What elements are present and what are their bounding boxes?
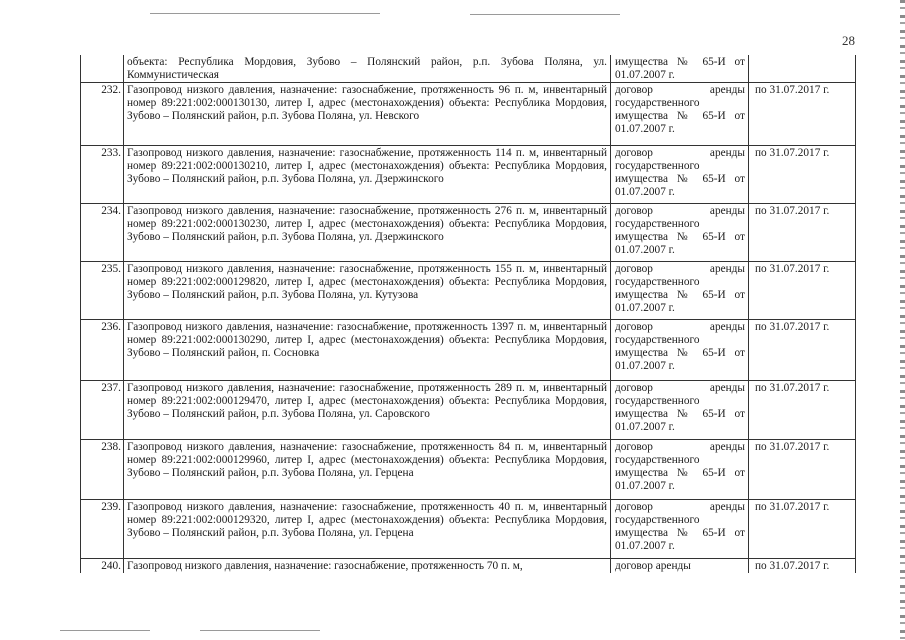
row-description: Газопровод низкого давления, назначение: газоснабжение, протяженность 289 п. м, инвентарный номер 89:221:002:000129470, литер I, адрес (местонахождения) объекта: Республика Мордовия, Зубово – Полянский район, р.п. Зубова Поляна, ул. Саровского	[124, 381, 611, 440]
table-row	[81, 146, 856, 204]
row-number: 238.	[81, 440, 124, 500]
row-description: Газопровод низкого давления, назначение: газоснабжение, протяженность 40 п. м, инвентарный номер 89:221:002:000129320, литер I, адрес (местонахождения) объекта: Республика Мордовия, Зубово – Полянский район, р.п. Зубова Поляна, ул. Герцена	[124, 500, 611, 559]
scan-artifact-bottom	[200, 630, 320, 631]
row-term: по 31.07.2017 г.	[749, 440, 856, 500]
row-basis: договор аренды государственного имущества № 65-И от 01.07.2007 г.	[611, 440, 749, 500]
row-basis: договор аренды	[611, 559, 749, 574]
row-term: по 31.07.2017 г.	[749, 83, 856, 146]
row-description: Газопровод низкого давления, назначение: газоснабжение, протяженность 276 п. м, инвентарный номер 89:221:002:000130230, литер I, адрес (местонахождения) объекта: Республика Мордовия, Зубово – Полянский район, р.п. Зубова Поляна, ул. Дзержинского	[124, 204, 611, 262]
row-basis: договор аренды государственного имущества № 65-И от 01.07.2007 г.	[611, 500, 749, 559]
row-number: 232.	[81, 83, 124, 146]
row-term	[749, 55, 856, 83]
row-description: Газопровод низкого давления, назначение: газоснабжение, протяженность 114 п. м, инвентарный номер 89:221:002:000130210, литер I, адрес (местонахождения) объекта: Республика Мордовия, Зубово – Полянский район, р.п. Зубова Поляна, ул. Дзержинского	[124, 146, 611, 204]
row-number: 239.	[81, 500, 124, 559]
row-number: 233.	[81, 146, 124, 204]
row-term: по 31.07.2017 г.	[749, 320, 856, 381]
row-basis: договор аренды государственного имущества № 65-И от 01.07.2007 г.	[611, 320, 749, 381]
row-basis: имущества № 65-И от 01.07.2007 г.	[611, 55, 749, 83]
row-description: Газопровод низкого давления, назначение: газоснабжение, протяженность 84 п. м, инвентарный номер 89:221:002:000129960, литер I, адрес (местонахождения) объекта: Республика Мордовия, Зубово – Полянский район, р.п. Зубова Поляна, ул. Герцена	[124, 440, 611, 500]
scan-artifact-top	[470, 14, 620, 15]
table-row	[81, 83, 856, 146]
row-basis: договор аренды государственного имущества № 65-И от 01.07.2007 г.	[611, 262, 749, 320]
table-row-continuation	[81, 55, 856, 83]
table-row	[81, 204, 856, 262]
row-number: 237.	[81, 381, 124, 440]
row-description: Газопровод низкого давления, назначение: газоснабжение, протяженность 96 п. м, инвентарный номер 89:221:002:000130130, литер I, адрес (местонахождения) объекта: Республика Мордовия, Зубово – Полянский район, р.п. Зубова Поляна, ул. Невского	[124, 83, 611, 146]
page-number: 28	[842, 33, 855, 48]
row-number: 236.	[81, 320, 124, 381]
row-description: Газопровод низкого давления, назначение: газоснабжение, протяженность 155 п. м, инвентарный номер 89:221:002:000129820, литер I, адрес (местонахождения) объекта: Республика Мордовия, Зубово – Полянский район, р.п. Зубова Поляна, ул. Кутузова	[124, 262, 611, 320]
table-row	[81, 381, 856, 440]
row-description: объекта: Республика Мордовия, Зубово – Полянский район, р.п. Зубова Поляна, ул. Коммунистическая	[124, 55, 611, 83]
row-basis: договор аренды государственного имущества № 65-И от 01.07.2007 г.	[611, 83, 749, 146]
scan-artifact-bottom	[60, 630, 150, 631]
table-row	[81, 262, 856, 320]
row-description: Газопровод низкого давления, назначение: газоснабжение, протяженность 70 п. м,	[124, 559, 611, 574]
row-term: по 31.07.2017 г.	[749, 204, 856, 262]
row-term: по 31.07.2017 г.	[749, 146, 856, 204]
scan-artifact-top	[150, 13, 380, 14]
row-term: по 31.07.2017 г.	[749, 381, 856, 440]
row-term: по 31.07.2017 г.	[749, 559, 856, 574]
row-number: 235.	[81, 262, 124, 320]
scan-edge-artifact	[900, 0, 905, 640]
table-row	[81, 500, 856, 559]
table-row	[81, 320, 856, 381]
table-row	[81, 440, 856, 500]
row-basis: договор аренды государственного имущества № 65-И от 01.07.2007 г.	[611, 204, 749, 262]
row-term: по 31.07.2017 г.	[749, 262, 856, 320]
row-description: Газопровод низкого давления, назначение: газоснабжение, протяженность 1397 п. м, инвентарный номер 89:221:002:000130290, литер I, адрес (местонахождения) объекта: Республика Мордовия, Зубово – Полянский район, п. Сосновка	[124, 320, 611, 381]
row-number: 240.	[81, 559, 124, 574]
row-number	[81, 55, 124, 83]
row-basis: договор аренды государственного имущества № 65-И от 01.07.2007 г.	[611, 146, 749, 204]
row-basis: договор аренды государственного имущества № 65-И от 01.07.2007 г.	[611, 381, 749, 440]
table-row	[81, 559, 856, 574]
property-table	[80, 55, 856, 573]
row-number: 234.	[81, 204, 124, 262]
row-term: по 31.07.2017 г.	[749, 500, 856, 559]
